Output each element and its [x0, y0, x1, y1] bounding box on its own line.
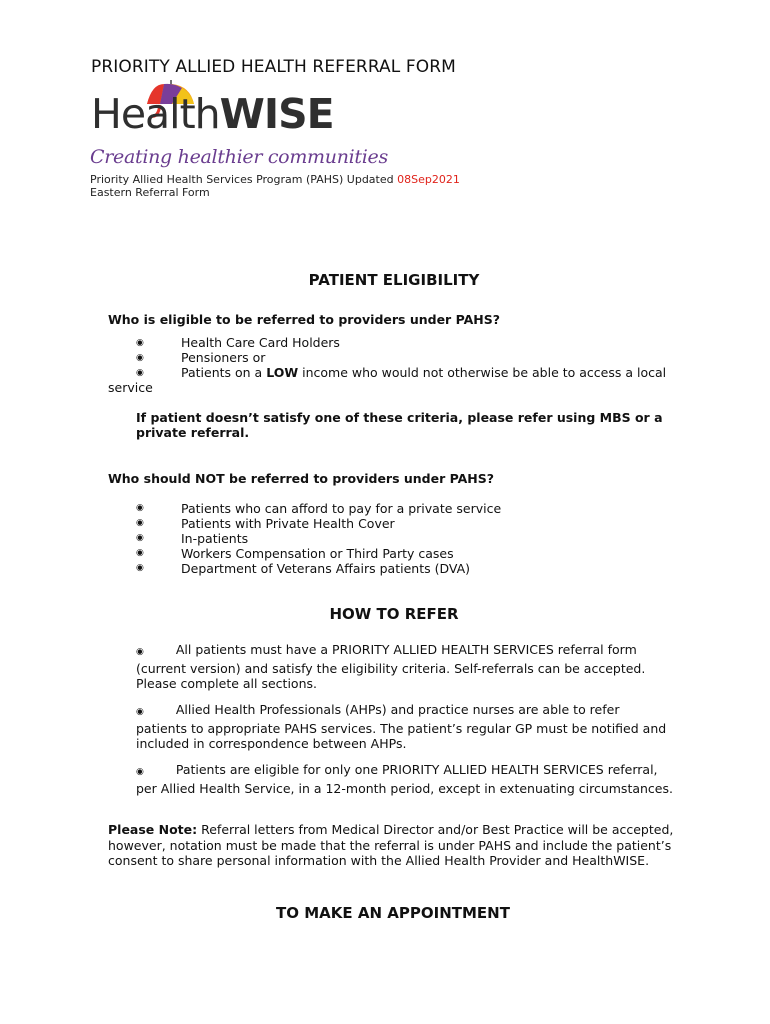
criteria-note: If patient doesn’t satisfy one of these criteria, please refer using MBS or a private referral. — [136, 410, 663, 440]
bullet-icon: ◉ — [136, 518, 144, 528]
how-to-refer-heading: HOW TO REFER — [329, 605, 459, 623]
bullet-icon: ◉ — [136, 707, 144, 717]
make-appointment-heading: TO MAKE AN APPOINTMENT — [276, 904, 510, 922]
bullet-icon: ◉ — [136, 647, 144, 657]
bullet-icon: ◉ — [136, 503, 144, 513]
bullet-icon: ◉ — [136, 368, 144, 378]
bullet-icon: ◉ — [136, 563, 144, 573]
list-item-wrap: service — [108, 380, 153, 395]
bullet-icon: ◉ — [136, 353, 144, 363]
bullet-icon: ◉ — [136, 338, 144, 348]
refer-paragraph-1: ◉ All patients must have a PRIORITY ALLIED HEALTH SERVICES referral form (current version) and satisfy the eligibility criteria. Self-referrals can be accepted. Please complete all sections. — [136, 642, 646, 691]
refer-paragraph-2: ◉ Allied Health Professionals (AHPs) and practice nurses are able to refer patients to appropriate PAHS services. The patient’s regular GP must be notified and included in correspondence between AHPs. — [136, 702, 667, 751]
logo-tagline: Creating healthier communities — [90, 146, 388, 168]
updated-date: 08Sep2021 — [397, 173, 460, 186]
referral-form-label: Eastern Referral Form — [90, 186, 210, 199]
program-line: Priority Allied Health Services Program (PAHS) Updated 08Sep2021 — [90, 173, 460, 186]
not-eligible-question: Who should NOT be referred to providers under PAHS? — [108, 471, 495, 486]
form-title: PRIORITY ALLIED HEALTH REFERRAL FORM — [91, 57, 456, 77]
logo-wordmark: HealthWISE — [91, 90, 334, 138]
patient-eligibility-heading: PATIENT ELIGIBILITY — [308, 271, 480, 289]
refer-paragraph-3: ◉ Patients are eligible for only one PRIORITY ALLIED HEALTH SERVICES referral, per Allied Health Service, in a 12-month period, except in extenuating circumstances. — [136, 762, 673, 796]
bullet-icon: ◉ — [136, 548, 144, 558]
bullet-icon: ◉ — [136, 767, 144, 777]
bullet-icon: ◉ — [136, 533, 144, 543]
please-note-paragraph: Please Note: Referral letters from Medical Director and/or Best Practice will be accepted, however, notation must be made that the referral is under PAHS and include the patient’s consent to share personal information with the Allied Health Provider and HealthWISE. — [108, 822, 674, 868]
eligible-question: Who is eligible to be referred to providers under PAHS? — [108, 312, 500, 327]
